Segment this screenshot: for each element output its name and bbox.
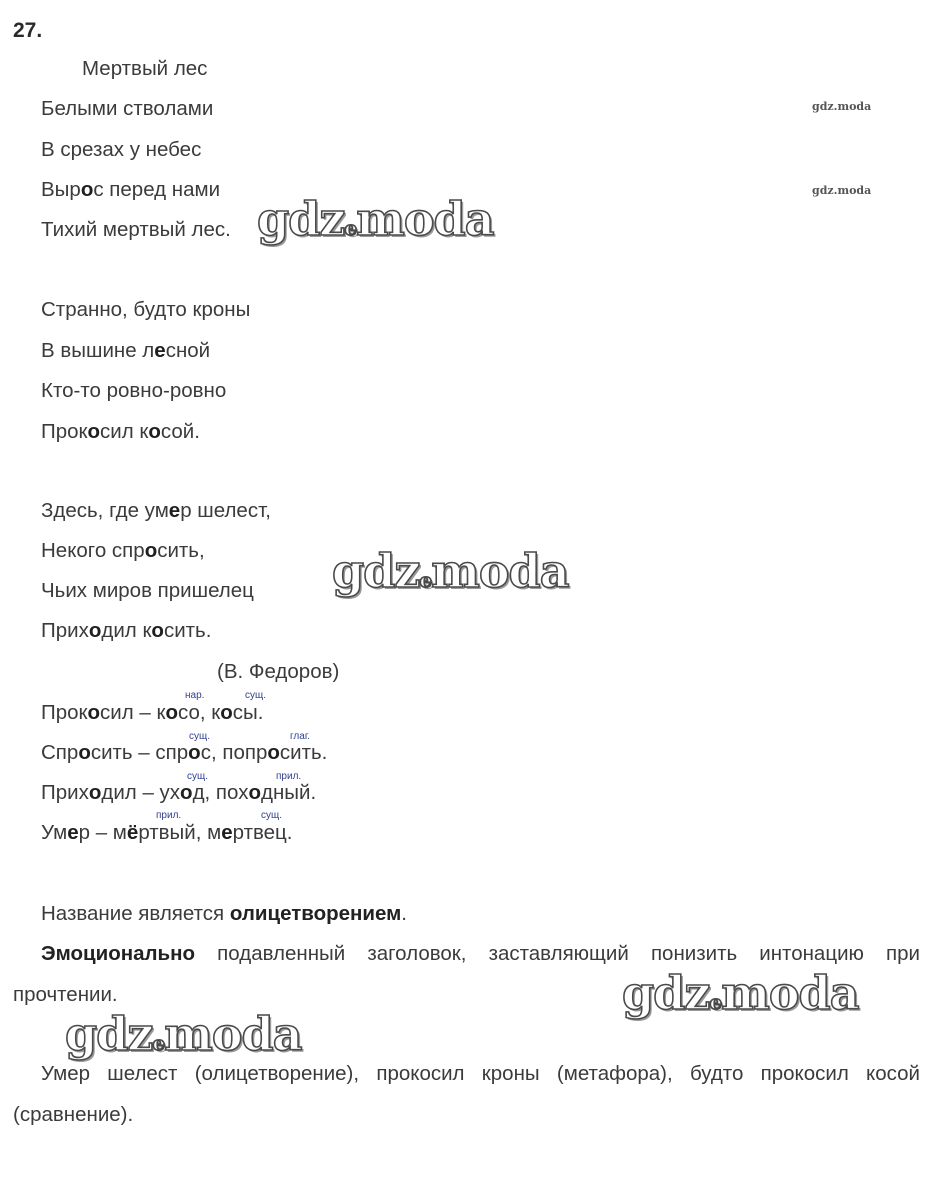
part-of-speech-label: глаг. [290,731,311,742]
watermark: gdzemoda [622,966,859,1020]
poem-author: (В. Федоров) [217,660,340,683]
part-of-speech-label: сущ. [245,690,267,701]
poem-line: Вырос перед нами [41,178,221,201]
poem-line: Здесь, где умер шелест, [41,499,271,522]
part-of-speech-label: прил. [276,771,302,782]
part-of-speech-label: сущ. [187,771,209,782]
watermark: gdzemoda [257,192,494,246]
part-of-speech-label: нар. [185,690,205,701]
poem-line: Приходил косить. [41,619,212,642]
watermark-small: gdz.moda [812,100,872,113]
poem-line: В вышине лесной [41,339,211,362]
word-row: Приходил – уход, походный. [41,781,317,804]
part-of-speech-label: прил. [156,810,182,821]
part-of-speech-label: сущ. [189,731,211,742]
part-of-speech-label: сущ. [261,810,283,821]
word-row: Умер – мёртвый, мертвец. [41,821,293,844]
poem-line: Чьих миров пришелец [41,579,254,602]
poem-line: Странно, будто кроны [41,298,251,321]
watermark: gdzemoda [332,544,569,598]
watermark: gdzemoda [65,1007,302,1061]
poem-title: Мертвый лес [82,57,208,80]
analysis-paragraph: Название является олицетворением. [41,902,407,925]
poem-line: В срезах у небес [41,138,202,161]
watermark-small: gdz.moda [812,184,872,197]
analysis-paragraph: Умер шелест (олицетворение), прокосил кроны (метафора), будто прокосил косой (сравнение). [13,1062,920,1126]
task-number: 27. [13,19,43,42]
poem-line: Белыми стволами [41,97,214,120]
poem-line: Некого спросить, [41,539,205,562]
poem-line: Кто-то ровно-ровно [41,379,227,402]
poem-line: Прокосил косой. [41,420,200,443]
poem-line: Тихий мертвый лес. [41,218,231,241]
word-row: Спросить – спрос, попросить. [41,741,328,764]
analysis-paragraph: Эмоционально подавленный заголовок, заставляющий понизить интонацию при прочтении. [13,942,920,1006]
word-row: Прокосил – косо, косы. [41,701,264,724]
